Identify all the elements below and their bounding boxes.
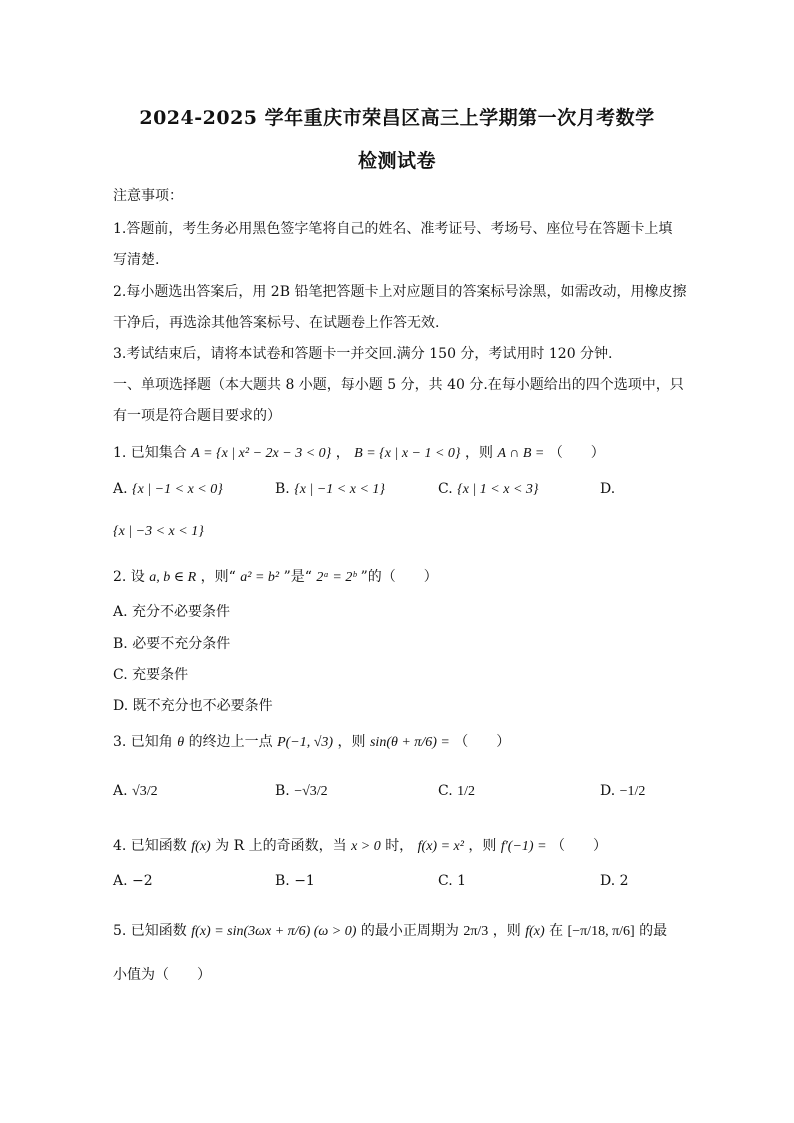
answer-paren: （ ） (550, 838, 607, 854)
option-value: {x | −3 < x < 1} (113, 524, 204, 539)
option-value: {x | −1 < x < 1} (294, 482, 386, 497)
question-1-option-c (438, 481, 539, 498)
notice-item-2-cont: 干净后，再选涂其他答案标号、在试题卷上作答无效. (113, 315, 440, 331)
question-5-prefix: 5. 已知函数 (113, 923, 187, 939)
question-2-option-d: D. 既不充分也不必要条件 (113, 698, 273, 714)
notice-item-3: 3.考试结束后，请将本试卷和答题卡一并交回.满分 150 分，考试用时 120 分钟. (113, 346, 613, 362)
option-label: D. (600, 783, 616, 799)
text-segment: 在 (549, 923, 564, 939)
answer-paren: （ ） (454, 734, 511, 750)
derivative-expression: f′(−1) = (500, 839, 547, 854)
set-a-definition: A = {x | x² − 2x − 3 < 0} (191, 446, 332, 461)
intersection-expression: A ∩ B = (497, 446, 545, 461)
variables: a, b ∈ R (149, 570, 197, 585)
question-2 (113, 566, 438, 586)
option-label: C. (438, 783, 453, 799)
domain-condition: x > 0 (351, 839, 381, 854)
option-value: {x | 1 < x < 3} (457, 482, 539, 497)
option-value: −√3/2 (294, 784, 328, 799)
exam-title-line1: 2024-2025 学年重庆市荣昌区高三上学期第一次月考数学 (139, 107, 655, 129)
question-3 (113, 731, 510, 751)
question-3-option-d (600, 783, 645, 800)
question-4-prefix: 4. 已知函数 (113, 838, 187, 854)
set-b-definition: B = {x | x − 1 < 0} (354, 446, 461, 461)
option-label: A. (113, 783, 128, 799)
option-value: {x | −1 < x < 0} (132, 482, 223, 497)
text-segment: ，则 (468, 838, 497, 854)
notice-item-2: 2.每小题选出答案后，用 2B 铅笔把答题卡上对应题目的答案标号涂黑，如需改动，用橡皮擦 (113, 284, 687, 300)
answer-paren: （ ） (548, 445, 605, 461)
question-2-option-c: C. 充要条件 (113, 667, 189, 683)
question-1-option-d (113, 523, 204, 540)
separator: ， (335, 445, 350, 461)
question-1 (113, 442, 605, 462)
option-label: A. (113, 481, 128, 497)
text-segment: ，则 (337, 734, 366, 750)
question-5 (113, 920, 667, 940)
question-4-option-a: A. −2 (113, 873, 153, 889)
question-4-option-d: D. 2 (600, 873, 629, 889)
question-1-option-d-label: D. (600, 481, 616, 497)
period-value: 2π/3 (463, 924, 489, 939)
interval: [−π/18, π/6] (567, 924, 635, 939)
section-heading-cont: 有一项是符合题目要求的） (113, 408, 281, 424)
question-1-option-b (275, 481, 385, 498)
theta-symbol: θ (177, 735, 185, 750)
option-label: B. (275, 481, 290, 497)
option-value: √3/2 (132, 784, 158, 799)
text-segment: ”的（ ） (360, 569, 438, 585)
question-4-option-b: B. −1 (275, 873, 315, 889)
condition-1: a² = b² (240, 570, 280, 585)
text-segment: ”是“ (283, 569, 312, 585)
notice-item-1-cont: 写清楚. (113, 252, 160, 268)
sine-expression: sin(θ + π/6) = (369, 735, 450, 750)
text-segment: ，则“ (200, 569, 236, 585)
option-label: B. (275, 783, 290, 799)
question-3-option-b (275, 783, 328, 800)
question-2-prefix: 2. 设 (113, 569, 145, 585)
notice-heading: 注意事项： (113, 188, 183, 204)
text-segment: 为 R 上的奇函数，当 (215, 838, 347, 854)
text-segment: ，则 (492, 923, 521, 939)
question-2-option-b: B. 必要不充分条件 (113, 636, 231, 652)
point-p: P(−1, √3) (277, 735, 334, 750)
question-3-option-a (113, 783, 158, 800)
text-segment: 时， (385, 838, 414, 854)
question-1-prefix: 1. 已知集合 (113, 445, 187, 461)
section-heading: 一、单项选择题（本大题共 8 小题，每小题 5 分，共 40 分.在每小题给出的四个选项中，只 (113, 377, 684, 393)
option-label: C. (438, 481, 453, 497)
question-5-cont: 小值为（ ） (113, 967, 211, 983)
option-value: −1/2 (619, 784, 646, 799)
option-value: 1/2 (457, 784, 476, 799)
question-3-option-c (438, 783, 475, 800)
question-4-option-c: C. 1 (438, 873, 467, 889)
function-name: f(x) (191, 839, 211, 854)
function-definition: f(x) = sin(3ωx + π/6) (ω > 0) (191, 924, 357, 939)
question-4 (113, 835, 607, 855)
condition-2: 2ᵃ = 2ᵇ (316, 570, 357, 585)
question-1-ask: ，则 (464, 445, 493, 461)
question-1-option-a (113, 481, 223, 498)
question-2-option-a: A. 充分不必要条件 (113, 604, 231, 620)
exam-title-line2: 检测试卷 (357, 150, 436, 172)
notice-item-1: 1.答题前，考生务必用黑色签字笔将自己的姓名、准考证号、考场号、座位号在答题卡上填 (113, 221, 673, 237)
function-name: f(x) (525, 924, 545, 939)
text-segment: 的最 (639, 923, 668, 939)
function-definition: f(x) = x² (417, 839, 464, 854)
text-segment: 的最小正周期为 (360, 923, 459, 939)
question-3-prefix: 3. 已知角 (113, 734, 173, 750)
text-segment: 的终边上一点 (188, 734, 273, 750)
